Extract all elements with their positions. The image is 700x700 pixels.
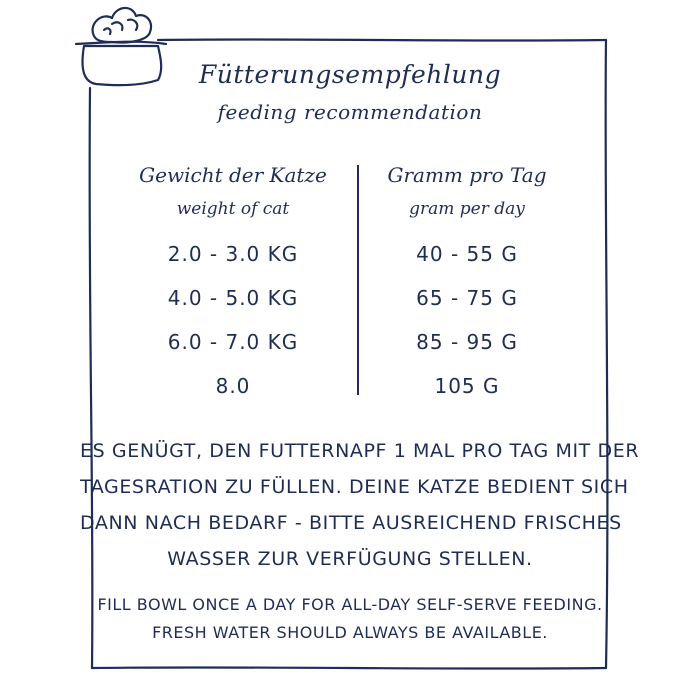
german-line: DANN NACH BEDARF - BITTE AUSREICHEND FRISCHES xyxy=(80,512,622,534)
weight-column-header: Gewicht der Katze xyxy=(139,163,327,187)
weight-value: 8.0 xyxy=(215,374,251,398)
grams-column-header: Gramm pro Tag xyxy=(387,163,547,187)
english-line: FILL BOWL ONCE A DAY FOR ALL-DAY SELF-SERVE FEEDING. xyxy=(97,595,603,614)
weight-value: 2.0 - 3.0 KG xyxy=(167,242,299,266)
german-line: WASSER ZUR VERFÜGUNG STELLEN. xyxy=(167,548,533,570)
grams-value: 105 G xyxy=(434,374,500,398)
grams-column-subheader: gram per day xyxy=(409,199,525,219)
german-line: ES GENÜGT, DEN FUTTERNAPF 1 MAL PRO TAG MIT DER xyxy=(80,440,640,462)
grams-value: 65 - 75 G xyxy=(416,286,518,310)
grams-column xyxy=(337,160,597,408)
english-instructions xyxy=(80,591,620,647)
german-line: TAGESRATION ZU FÜLLEN. DEINE KATZE BEDIENT SICH xyxy=(80,476,629,498)
german-instructions xyxy=(80,433,640,577)
page-subtitle: feeding recommendation xyxy=(217,100,483,124)
weight-column xyxy=(103,160,363,408)
weight-value: 4.0 - 5.0 KG xyxy=(167,286,299,310)
page-title: Fütterungsempfehlung xyxy=(198,60,502,89)
grams-value: 40 - 55 G xyxy=(416,242,518,266)
weight-column-subheader: weight of cat xyxy=(176,199,290,219)
english-line: FRESH WATER SHOULD ALWAYS BE AVAILABLE. xyxy=(152,623,548,642)
grams-value: 85 - 95 G xyxy=(416,330,518,354)
weight-value: 6.0 - 7.0 KG xyxy=(167,330,299,354)
